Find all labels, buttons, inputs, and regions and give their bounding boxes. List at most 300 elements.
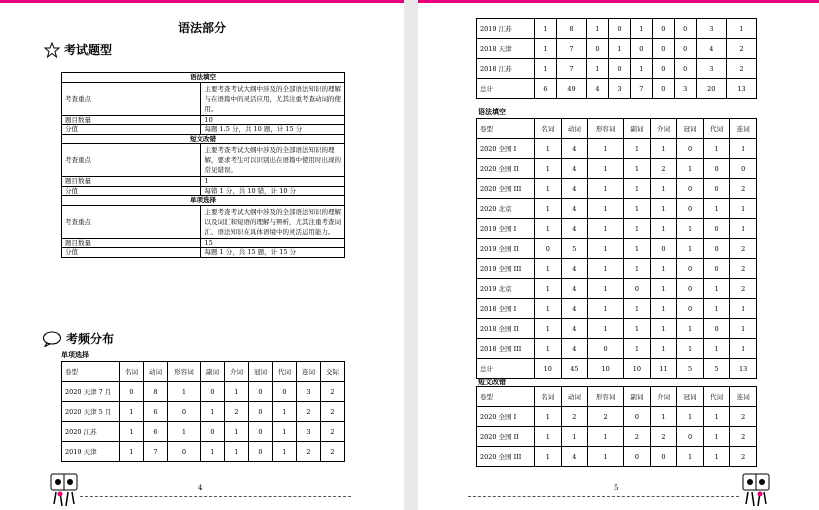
error-correction-table: [476, 386, 757, 467]
table-cell: 1: [535, 407, 562, 427]
overview-label: 分值: [62, 186, 201, 196]
table-cell: 2020 江苏: [62, 422, 120, 442]
table-cell: 2: [297, 402, 321, 422]
overview-row: [62, 238, 345, 248]
table-row: [477, 299, 757, 319]
overview-value: 主要考查考试大纲中涉及的全部语法知识的理解与在语篇中的灵活应用，尤其注重考查动词的使用。: [201, 82, 345, 115]
table-cell: 0: [650, 239, 677, 259]
table-cell: 1: [703, 407, 730, 427]
table-cell: 1: [588, 279, 624, 299]
table-cell: 1: [588, 219, 624, 239]
table-cell: 4: [561, 259, 588, 279]
overview-section-header-row: [62, 134, 345, 144]
overview-section-name: 语法填空: [62, 73, 345, 83]
table-cell: 2: [730, 259, 757, 279]
table-cell: 1: [624, 139, 651, 159]
table-row: [477, 239, 757, 259]
table-cell: 3: [297, 422, 321, 442]
table-row: [62, 442, 345, 462]
table-cell: 7: [630, 79, 652, 99]
table-cell: 1: [120, 422, 144, 442]
table-cell: 0: [674, 39, 696, 59]
table-cell: 0: [677, 259, 704, 279]
table-cell: 7: [144, 442, 168, 462]
table-row: [477, 259, 757, 279]
table-cell: 1: [703, 427, 730, 447]
table-cell: 2: [650, 427, 677, 447]
table-cell: 0: [703, 319, 730, 339]
table-cell: 4: [561, 139, 588, 159]
table-cell: 1: [587, 19, 609, 39]
table-cell: 0: [652, 59, 674, 79]
table-cell: 49: [556, 79, 586, 99]
table-cell: 2: [730, 407, 757, 427]
overview-table: [61, 72, 345, 258]
page-title: 语法部分: [177, 21, 226, 35]
table-cell: 0: [703, 179, 730, 199]
overview-row: [62, 248, 345, 258]
overview-value: 每题 1 分，共 15 题，计 15 分: [201, 248, 345, 258]
table-cell: 2020 天津 5 月: [62, 402, 120, 422]
table-cell: 2018 全国 I: [477, 299, 535, 319]
table-cell: 1: [561, 427, 588, 447]
table-cell: 2: [297, 442, 321, 462]
table-row: [477, 199, 757, 219]
overview-value: 每题 1.5 分，共 10 题，计 15 分: [201, 125, 345, 135]
pink-top-border: [0, 0, 404, 3]
table-cell: 10: [624, 359, 651, 379]
table-cell: 2019 全国 II: [477, 239, 535, 259]
table-cell: 0: [249, 382, 273, 402]
table-cell: 1: [273, 442, 297, 462]
table-cell: 4: [696, 39, 726, 59]
table-cell: 2: [321, 402, 345, 422]
column-header: 形容词: [588, 387, 624, 407]
table-cell: 0: [168, 442, 201, 462]
table-cell: 2: [321, 442, 345, 462]
table-cell: 0: [730, 159, 757, 179]
page-5: [418, 0, 819, 510]
table-cell: 3: [297, 382, 321, 402]
table-cell: 1: [624, 339, 651, 359]
speech-bubble-icon: [42, 331, 62, 347]
table-cell: 0: [624, 279, 651, 299]
overview-value: 主要考查考试大纲中涉及的全部语法知识的理解以及词汇和短语的理解与辨析，尤其注重考查词汇、语法知识在具体语境中的灵活运用能力。: [201, 205, 345, 238]
overview-label: 题目数量: [62, 177, 201, 187]
table-cell: 0: [588, 339, 624, 359]
column-header: 动词: [144, 362, 168, 382]
table-row: [62, 422, 345, 442]
table-cell: 1: [624, 299, 651, 319]
footer-divider: [468, 496, 739, 497]
table-cell: 1: [650, 407, 677, 427]
table-cell: 1: [588, 179, 624, 199]
table-cell: 0: [608, 19, 630, 39]
overview-label: 分值: [62, 248, 201, 258]
table-cell: 1: [730, 339, 757, 359]
table-cell: 0: [587, 39, 609, 59]
table-cell: 1: [535, 39, 557, 59]
table-cell: 1: [535, 447, 562, 467]
table-row: [477, 359, 757, 379]
table-cell: 1: [624, 219, 651, 239]
column-header: 名词: [535, 387, 562, 407]
column-header: 代词: [703, 119, 730, 139]
table-cell: 0: [249, 422, 273, 442]
pink-top-border: [418, 0, 819, 3]
table-cell: 1: [588, 259, 624, 279]
table-cell: 4: [587, 79, 609, 99]
table-cell: 1: [650, 259, 677, 279]
column-header: 动词: [561, 119, 588, 139]
overview-label: 考查重点: [62, 144, 201, 177]
table-cell: 1: [273, 402, 297, 422]
column-header: 连词: [730, 119, 757, 139]
table-cell: 2019 全国 I: [477, 219, 535, 239]
single-choice-label: 单项选择: [61, 350, 89, 359]
overview-label: 题目数量: [62, 238, 201, 248]
table-cell: 3: [696, 19, 726, 39]
table-cell: 4: [561, 279, 588, 299]
table-cell: 1: [168, 382, 201, 402]
table-cell: 1: [587, 59, 609, 79]
table-row: [477, 407, 757, 427]
table-cell: 1: [535, 59, 557, 79]
table-cell: 1: [677, 339, 704, 359]
table-cell: 1: [535, 179, 562, 199]
column-header: 动词: [561, 387, 588, 407]
table-cell: 0: [249, 402, 273, 422]
table-cell: 3: [696, 59, 726, 79]
table-cell: 1: [535, 319, 562, 339]
table-cell: 4: [561, 299, 588, 319]
table-cell: 1: [225, 442, 249, 462]
table-header-row: [477, 387, 757, 407]
table-cell: 4: [561, 179, 588, 199]
table-cell: 2: [321, 382, 345, 402]
overview-value: 主要考查考试大纲中涉及的全部语法知识的理解，要求考生可以识别出在语篇中使用时出现的常见错误。: [201, 144, 345, 177]
table-cell: 1: [535, 19, 557, 39]
column-header: 代词: [703, 387, 730, 407]
table-cell: 0: [652, 79, 674, 99]
table-cell: 2: [730, 179, 757, 199]
table-cell: 1: [588, 427, 624, 447]
table-cell: 2020 全国 III: [477, 179, 535, 199]
table-cell: 0: [201, 422, 225, 442]
column-header: 名词: [535, 119, 562, 139]
table-cell: 1: [535, 219, 562, 239]
mascot-icon: [740, 470, 772, 510]
table-cell: 1: [730, 219, 757, 239]
footer-divider: [80, 496, 351, 497]
star-icon: [44, 42, 60, 58]
table-cell: 45: [561, 359, 588, 379]
table-cell: 1: [201, 402, 225, 422]
column-header: 副词: [624, 387, 651, 407]
table-cell: 2018 全国 III: [477, 339, 535, 359]
table-row: [477, 139, 757, 159]
column-header: 形容词: [168, 362, 201, 382]
table-cell: 1: [650, 219, 677, 239]
table-cell: 1: [650, 199, 677, 219]
table-cell: 2: [726, 59, 756, 79]
table-row: [477, 79, 757, 99]
column-header: 介词: [225, 362, 249, 382]
table-cell: 0: [652, 19, 674, 39]
table-cell: 1: [201, 442, 225, 462]
table-cell: 5: [703, 359, 730, 379]
table-cell: 1: [630, 19, 652, 39]
overview-label: 分值: [62, 125, 201, 135]
overview-section-header-row: [62, 196, 345, 206]
table-cell: 2019 天津: [62, 442, 120, 462]
table-cell: 2: [730, 447, 757, 467]
table-cell: 1: [588, 159, 624, 179]
table-cell: 1: [588, 299, 624, 319]
table-cell: 2: [624, 427, 651, 447]
table-cell: 2: [730, 239, 757, 259]
table-cell: 11: [650, 359, 677, 379]
page-4: [0, 0, 404, 510]
table-cell: 2020 全国 I: [477, 407, 535, 427]
table-cell: 0: [677, 427, 704, 447]
freq-section-heading: [42, 330, 114, 347]
table-row: [477, 219, 757, 239]
table-cell: 1: [703, 279, 730, 299]
table-cell: 1: [624, 159, 651, 179]
table-cell: 1: [535, 159, 562, 179]
table-cell: 2020 全国 I: [477, 139, 535, 159]
column-header: 副词: [624, 119, 651, 139]
table-cell: 1: [225, 382, 249, 402]
table-cell: 0: [677, 299, 704, 319]
overview-row: [62, 177, 345, 187]
table-cell: 6: [144, 402, 168, 422]
table-cell: 1: [168, 422, 201, 442]
table-cell: 3: [608, 79, 630, 99]
table-cell: 1: [650, 319, 677, 339]
table-cell: 1: [677, 219, 704, 239]
table-cell: 1: [535, 279, 562, 299]
table-cell: 0: [674, 59, 696, 79]
table-cell: 1: [588, 139, 624, 159]
table-cell: 4: [561, 447, 588, 467]
table-cell: 10: [588, 359, 624, 379]
table-cell: 1: [535, 259, 562, 279]
table-cell: 1: [624, 319, 651, 339]
freq-section-title: 考频分布: [66, 332, 115, 346]
table-cell: 1: [703, 447, 730, 467]
table-row: [62, 382, 345, 402]
table-cell: 2: [650, 159, 677, 179]
table-cell: 2: [730, 279, 757, 299]
table-cell: 1: [588, 447, 624, 467]
table-cell: 1: [677, 239, 704, 259]
table-cell: 2018 江苏: [477, 59, 535, 79]
table-cell: 2: [561, 407, 588, 427]
table-cell: 2018 全国 II: [477, 319, 535, 339]
table-cell: 1: [120, 442, 144, 462]
table-cell: 0: [168, 402, 201, 422]
table-cell: 1: [677, 319, 704, 339]
table-cell: 0: [677, 279, 704, 299]
table-cell: 1: [273, 422, 297, 442]
column-header: 卷型: [477, 119, 535, 139]
overview-value: 1: [201, 177, 345, 187]
table-cell: 总计: [477, 359, 535, 379]
table-cell: 2: [726, 39, 756, 59]
table-cell: 0: [677, 139, 704, 159]
table-cell: 4: [561, 319, 588, 339]
single-choice-continued-table: [476, 18, 757, 99]
table-cell: 2: [225, 402, 249, 422]
overview-label: 考查重点: [62, 82, 201, 115]
table-cell: 1: [588, 239, 624, 259]
table-cell: 8: [144, 382, 168, 402]
table-cell: 总计: [477, 79, 535, 99]
table-cell: 1: [677, 447, 704, 467]
table-cell: 3: [674, 79, 696, 99]
table-cell: 0: [703, 239, 730, 259]
table-cell: 1: [588, 319, 624, 339]
table-row: [477, 339, 757, 359]
table-cell: 5: [561, 239, 588, 259]
table-row: [477, 447, 757, 467]
overview-section-name: 单项选择: [62, 196, 345, 206]
table-row: [477, 19, 757, 39]
column-header: 冠词: [677, 119, 704, 139]
table-cell: 1: [535, 199, 562, 219]
table-cell: 0: [703, 159, 730, 179]
column-header: 名词: [120, 362, 144, 382]
column-header: 介词: [650, 119, 677, 139]
table-cell: 2020 全国 II: [477, 159, 535, 179]
table-row: [477, 159, 757, 179]
table-row: [477, 179, 757, 199]
exam-section-heading: [44, 41, 112, 58]
overview-row: [62, 186, 345, 196]
table-cell: 1: [703, 339, 730, 359]
table-cell: 0: [249, 442, 273, 462]
table-cell: 1: [730, 319, 757, 339]
table-cell: 10: [535, 359, 562, 379]
overview-row: [62, 115, 345, 125]
table-row: [477, 319, 757, 339]
table-cell: 1: [650, 339, 677, 359]
table-cell: 1: [535, 427, 562, 447]
column-header: 形容词: [588, 119, 624, 139]
overview-value: 15: [201, 238, 345, 248]
table-cell: 0: [201, 382, 225, 402]
table-cell: 0: [674, 19, 696, 39]
table-cell: 0: [624, 447, 651, 467]
table-cell: 0: [608, 59, 630, 79]
grammar-fill-table: [476, 118, 757, 379]
table-cell: 7: [556, 39, 586, 59]
column-header: 冠词: [677, 387, 704, 407]
table-row: [62, 402, 345, 422]
table-row: [477, 39, 757, 59]
table-cell: 1: [650, 179, 677, 199]
column-header: 卷型: [477, 387, 535, 407]
table-cell: 2018 天津: [477, 39, 535, 59]
table-cell: 1: [624, 239, 651, 259]
table-cell: 0: [652, 39, 674, 59]
table-cell: 1: [650, 299, 677, 319]
table-cell: 0: [677, 179, 704, 199]
table-cell: 6: [535, 79, 557, 99]
table-cell: 0: [120, 382, 144, 402]
mascot-icon: [48, 470, 80, 510]
table-cell: 4: [561, 159, 588, 179]
table-cell: 1: [650, 139, 677, 159]
table-cell: 1: [703, 139, 730, 159]
table-cell: 13: [730, 359, 757, 379]
table-cell: 0: [630, 39, 652, 59]
table-cell: 1: [730, 299, 757, 319]
grammar-fill-label: 语法填空: [478, 107, 506, 116]
overview-label: 题目数量: [62, 115, 201, 125]
overview-value: 10: [201, 115, 345, 125]
column-header: 连词: [297, 362, 321, 382]
table-cell: 1: [703, 299, 730, 319]
table-cell: 2020 北京: [477, 199, 535, 219]
table-cell: 1: [120, 402, 144, 422]
table-row: [477, 427, 757, 447]
table-cell: 0: [703, 259, 730, 279]
table-cell: 2: [588, 407, 624, 427]
table-cell: 8: [556, 19, 586, 39]
table-row: [477, 59, 757, 79]
column-header: 冠词: [249, 362, 273, 382]
table-cell: 1: [677, 159, 704, 179]
table-cell: 1: [225, 422, 249, 442]
table-cell: 2019 全国 III: [477, 259, 535, 279]
table-cell: 1: [588, 199, 624, 219]
overview-label: 考查重点: [62, 205, 201, 238]
overview-row: [62, 82, 345, 115]
table-cell: 2020 全国 II: [477, 427, 535, 447]
table-cell: 13: [726, 79, 756, 99]
overview-row: [62, 205, 345, 238]
table-cell: 6: [144, 422, 168, 442]
table-cell: 5: [677, 359, 704, 379]
error-correction-label: 短文改错: [478, 377, 506, 386]
overview-section-header-row: [62, 73, 345, 83]
single-choice-table: [61, 361, 345, 462]
table-cell: 1: [730, 199, 757, 219]
table-cell: 1: [535, 139, 562, 159]
table-cell: 0: [677, 199, 704, 219]
table-cell: 0: [624, 407, 651, 427]
table-cell: 4: [561, 219, 588, 239]
table-cell: 1: [608, 39, 630, 59]
page-number: 4: [198, 484, 203, 492]
exam-section-title: 考试题型: [64, 43, 113, 57]
table-cell: 20: [696, 79, 726, 99]
table-cell: 1: [535, 339, 562, 359]
table-row: [477, 279, 757, 299]
table-cell: 2020 天津 7 月: [62, 382, 120, 402]
table-cell: 2019 北京: [477, 279, 535, 299]
column-header: 代词: [273, 362, 297, 382]
table-cell: 1: [650, 279, 677, 299]
table-cell: 1: [624, 259, 651, 279]
column-header: 副词: [201, 362, 225, 382]
overview-row: [62, 144, 345, 177]
table-cell: 1: [677, 407, 704, 427]
table-cell: 0: [703, 219, 730, 239]
